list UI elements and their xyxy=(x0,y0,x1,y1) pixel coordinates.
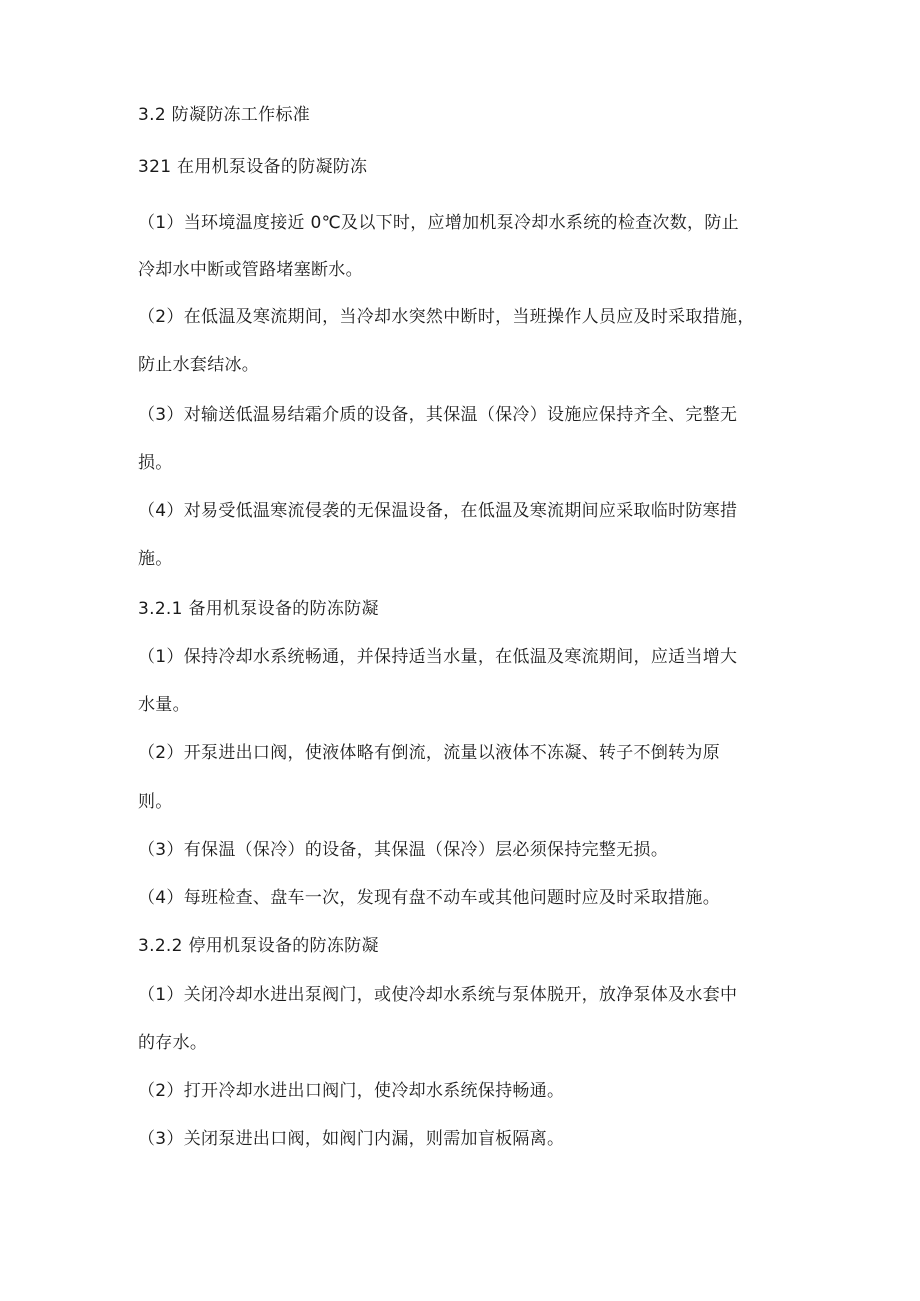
paragraph-line: （4）每班检查、盘车一次，发现有盘不动车或其他问题时应及时采取措施。 xyxy=(138,888,721,908)
paragraph-line: （4）对易受低温寒流侵袭的无保温设备，在低温及寒流期间应采取临时防寒措 xyxy=(138,501,738,521)
paragraph-line: 损。 xyxy=(138,453,173,473)
paragraph-line: 冷却水中断或管路堵塞断水。 xyxy=(138,260,363,280)
paragraph-line: （3）有保温（保冷）的设备，其保温（保冷）层必须保持完整无损。 xyxy=(138,840,669,860)
section-heading-321: 321 在用机泵设备的防凝防冻 xyxy=(138,157,368,177)
section-heading-3-2: 3.2 防凝防冻工作标准 xyxy=(138,105,311,125)
paragraph-line: 防止水套结冰。 xyxy=(138,355,260,375)
paragraph-line: （2）打开冷却水进出口阀门，使冷却水系统保持畅通。 xyxy=(138,1081,565,1101)
paragraph-line: （2）开泵进出口阀，使液体略有倒流，流量以液体不冻凝、转子不倒转为原 xyxy=(138,743,721,763)
paragraph-line: （1）当环境温度接近 0℃及以下时，应增加机泵冷却水系统的检查次数，防止 xyxy=(138,213,739,233)
paragraph-line: 水量。 xyxy=(138,695,190,715)
paragraph-line: 则。 xyxy=(138,792,173,812)
section-heading-3-2-2: 3.2.2 停用机泵设备的防冻防凝 xyxy=(138,936,379,956)
paragraph-line: 施。 xyxy=(138,549,173,569)
paragraph-line: （3）关闭泵进出口阀，如阀门内漏，则需加盲板隔离。 xyxy=(138,1129,565,1149)
section-heading-3-2-1: 3.2.1 备用机泵设备的防冻防凝 xyxy=(138,599,379,619)
paragraph-line: （1）关闭冷却水进出泵阀门，或使冷却水系统与泵体脱开，放净泵体及水套中 xyxy=(138,985,738,1005)
paragraph-line: （3）对输送低温易结霜介质的设备，其保温（保冷）设施应保持齐全、完整无 xyxy=(138,405,738,425)
paragraph-line: 的存水。 xyxy=(138,1033,208,1053)
paragraph-line: （1）保持冷却水系统畅通，并保持适当水量，在低温及寒流期间，应适当增大 xyxy=(138,647,738,667)
paragraph-line: （2）在低温及寒流期间，当冷却水突然中断时，当班操作人员应及时采取措施， xyxy=(138,307,755,327)
